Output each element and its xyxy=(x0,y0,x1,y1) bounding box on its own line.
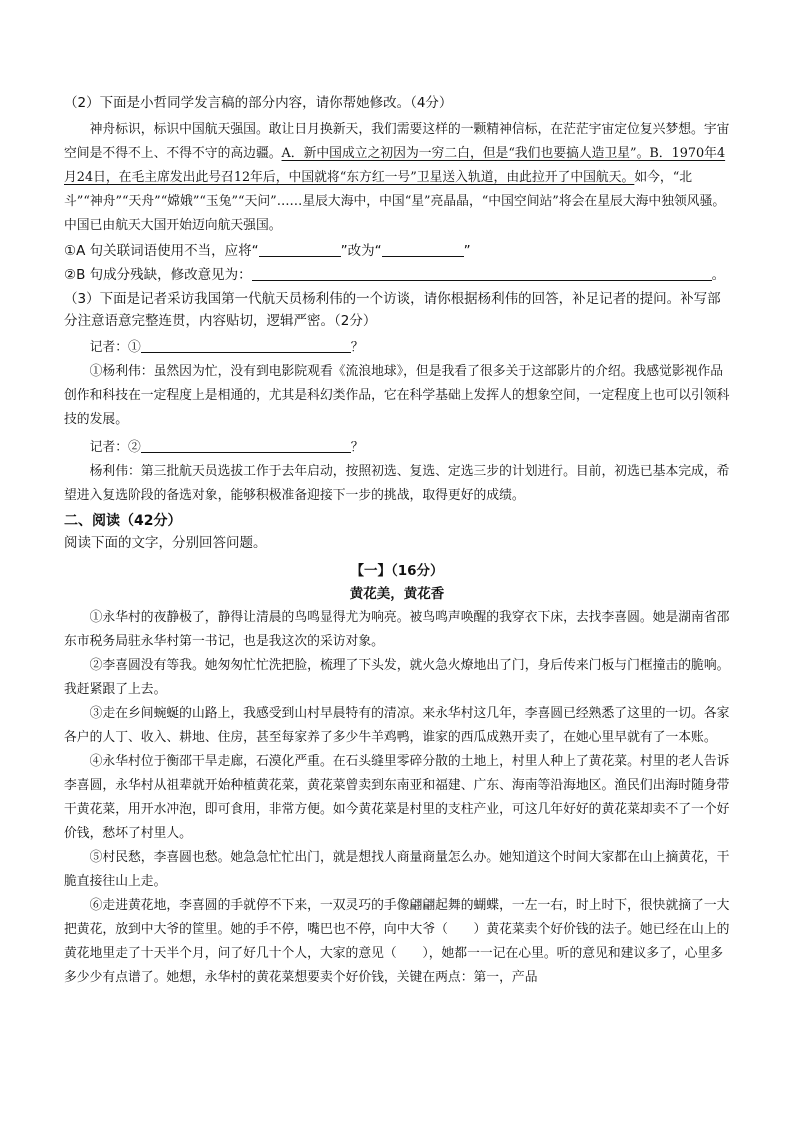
exam-page xyxy=(64,92,730,990)
qmark-2: ？ xyxy=(350,440,364,455)
answer-blank-1[interactable] xyxy=(259,242,341,257)
article-paragraph: ③走在乡间蜿蜒的山路上，我感受到山村早晨特有的清凉。来永华村这几年，李喜圆已经熟悉了这里的一切。各家各户的人丁、收入、耕地、住房，甚至每家养了多少牛羊鸡鸭，谁家的西瓜成熟开卖了，在她心里早就有了一本账。 xyxy=(64,706,730,745)
q2-passage-text-a: 神舟标识，标识中国航天强国。敢让日月换新天，我们需要这样的一颗精神信标，在茫茫宇宙定位复兴梦想。宇宙空间是不得不上、不得不守的高边疆。 xyxy=(64,122,730,161)
reporter-label-1: 记者：① xyxy=(89,340,141,355)
answer-yangliwei-1: ①杨利伟：虽然因为忙，没有到电影院观看《流浪地球》，但是我看了很多关于这部影片的介绍。我感觉影视作品创作和科技在一定程度上是相通的，尤其是科幻类作品，它在科学基础上发挥人的想象空间，一定程度上也可以引领科技的发展。 xyxy=(64,364,730,427)
article-paragraph: ④永华村位于衡邵干旱走廊，石漠化严重。在石头缝里零碎分散的土地上，村里人种上了黄花菜。村里的老人告诉李喜圆，永华村从祖辈就开始种植黄花菜，黄花菜曾卖到东南亚和福建、广东、海南等沿海地区。渔民们出海时随身带干黄花菜，用开水冲泡，即可食用，非常方便。如今黄花菜是村里的支柱产业，可这几年好好的黄花菜却卖不了一个好价钱，愁坏了村里人。 xyxy=(64,754,730,841)
reporter-question-2 xyxy=(64,436,730,460)
article-paragraph: ⑤村民愁，李喜圆也愁。她急急忙忙出门，就是想找人商量商量怎么办。她知道这个时间大家都在山上摘黄花，干脆直接往山上走。 xyxy=(64,850,730,889)
article-paragraph: ⑥走进黄花地，李喜圆的手就停不下来，一双灵巧的手像翩翩起舞的蝴蝶，一左一右，时上时下，很快就摘了一大把黄花，放到中大爷的筐里。她的手不停，嘴巴也不停，向中大爷（ ）黄花菜卖个好价钱的法子。她已经在山上的黄花地里走了十天半个月，问了好几十个人，大家的意见（ ），她都一一记在心里。听的意见和建议多了，心里多多少少有点谱了。她想，永华村的黄花菜想要卖个好价钱，关键在两点：第一，产品 xyxy=(64,898,730,985)
reporter-label-2: 记者：② xyxy=(89,440,141,455)
q2-sub1-pre: ①A 句关联词语使用不当，应将“ xyxy=(64,243,259,259)
q2-sub1-mid: ”改为“ xyxy=(340,243,382,259)
answer-blank-5[interactable] xyxy=(141,438,351,453)
article-paragraph: ②李喜圆没有等我。她匆匆忙忙洗把脸，梳理了下头发，就火急火燎地出了门，身后传来门板与门框撞击的脆响。我赶紧跟了上去。 xyxy=(64,658,730,697)
q2-sub2-pre: ②B 句成分残缺，修改意见为： xyxy=(64,267,252,283)
answer-blank-4[interactable] xyxy=(141,338,351,353)
qmark-1: ？ xyxy=(350,340,364,355)
q2-passage-underlined: A．新中国成立之初因为一穷二白，但是“我们也要搞人造卫星”。B．1970年4月24日，在毛主席发出此号召12年后，中国就将“东方红一号”卫星送入轨道，由此拉开了中国航天。 xyxy=(64,146,726,185)
article-title: 黄花美，黄花香 xyxy=(349,586,445,602)
part-label: 【一】（16分） xyxy=(350,563,444,579)
answer-blank-2[interactable] xyxy=(382,242,464,257)
q2-sub1 xyxy=(64,240,730,262)
q2-sub2 xyxy=(64,264,730,286)
q2-passage xyxy=(64,118,730,238)
q2-prompt: （2）下面是小哲同学发言稿的部分内容，请你帮她修改。（4分） xyxy=(64,95,453,111)
reporter-question-1 xyxy=(64,336,730,360)
q2-passage-text-b: 如今，“北斗”“神舟”“天舟”“嫦娥”“玉兔”“天问”……星辰大海中，中国“星”亮晶晶，“中国空间站”将会在星辰大海中独领风骚。中国已由航天大国开始迈向航天强国。 xyxy=(64,170,726,233)
q3-prompt: （3）下面是记者采访我国第一代航天员杨利伟的一个访谈，请你根据杨利伟的回答，补足记者的提问。补写部分注意语意完整连贯，内容贴切，逻辑严密。（2分） xyxy=(64,291,721,329)
answer-yangliwei-2: 杨利伟：第三批航天员选拔工作于去年启动，按照初选、复选、定选三步的计划进行。目前，初选已基本完成，希望进入复选阶段的备选对象，能够积极准备迎接下一步的挑战，取得更好的成绩。 xyxy=(64,464,730,503)
q2-sub1-post: ” xyxy=(463,243,471,259)
section-intro: 阅读下面的文字，分别回答问题。 xyxy=(64,535,267,551)
article-body xyxy=(64,606,730,990)
answer-blank-3[interactable] xyxy=(252,266,712,281)
section-heading: 二、阅读（42分） xyxy=(64,513,182,529)
article-paragraph: ①永华村的夜静极了，静得让清晨的鸟鸣显得尤为响亮。被鸟鸣声唤醒的我穿衣下床，去找李喜圆。她是湖南省邵东市税务局驻永华村第一书记，也是我这次的采访对象。 xyxy=(64,610,730,649)
q2-sub2-post: 。 xyxy=(711,267,726,283)
